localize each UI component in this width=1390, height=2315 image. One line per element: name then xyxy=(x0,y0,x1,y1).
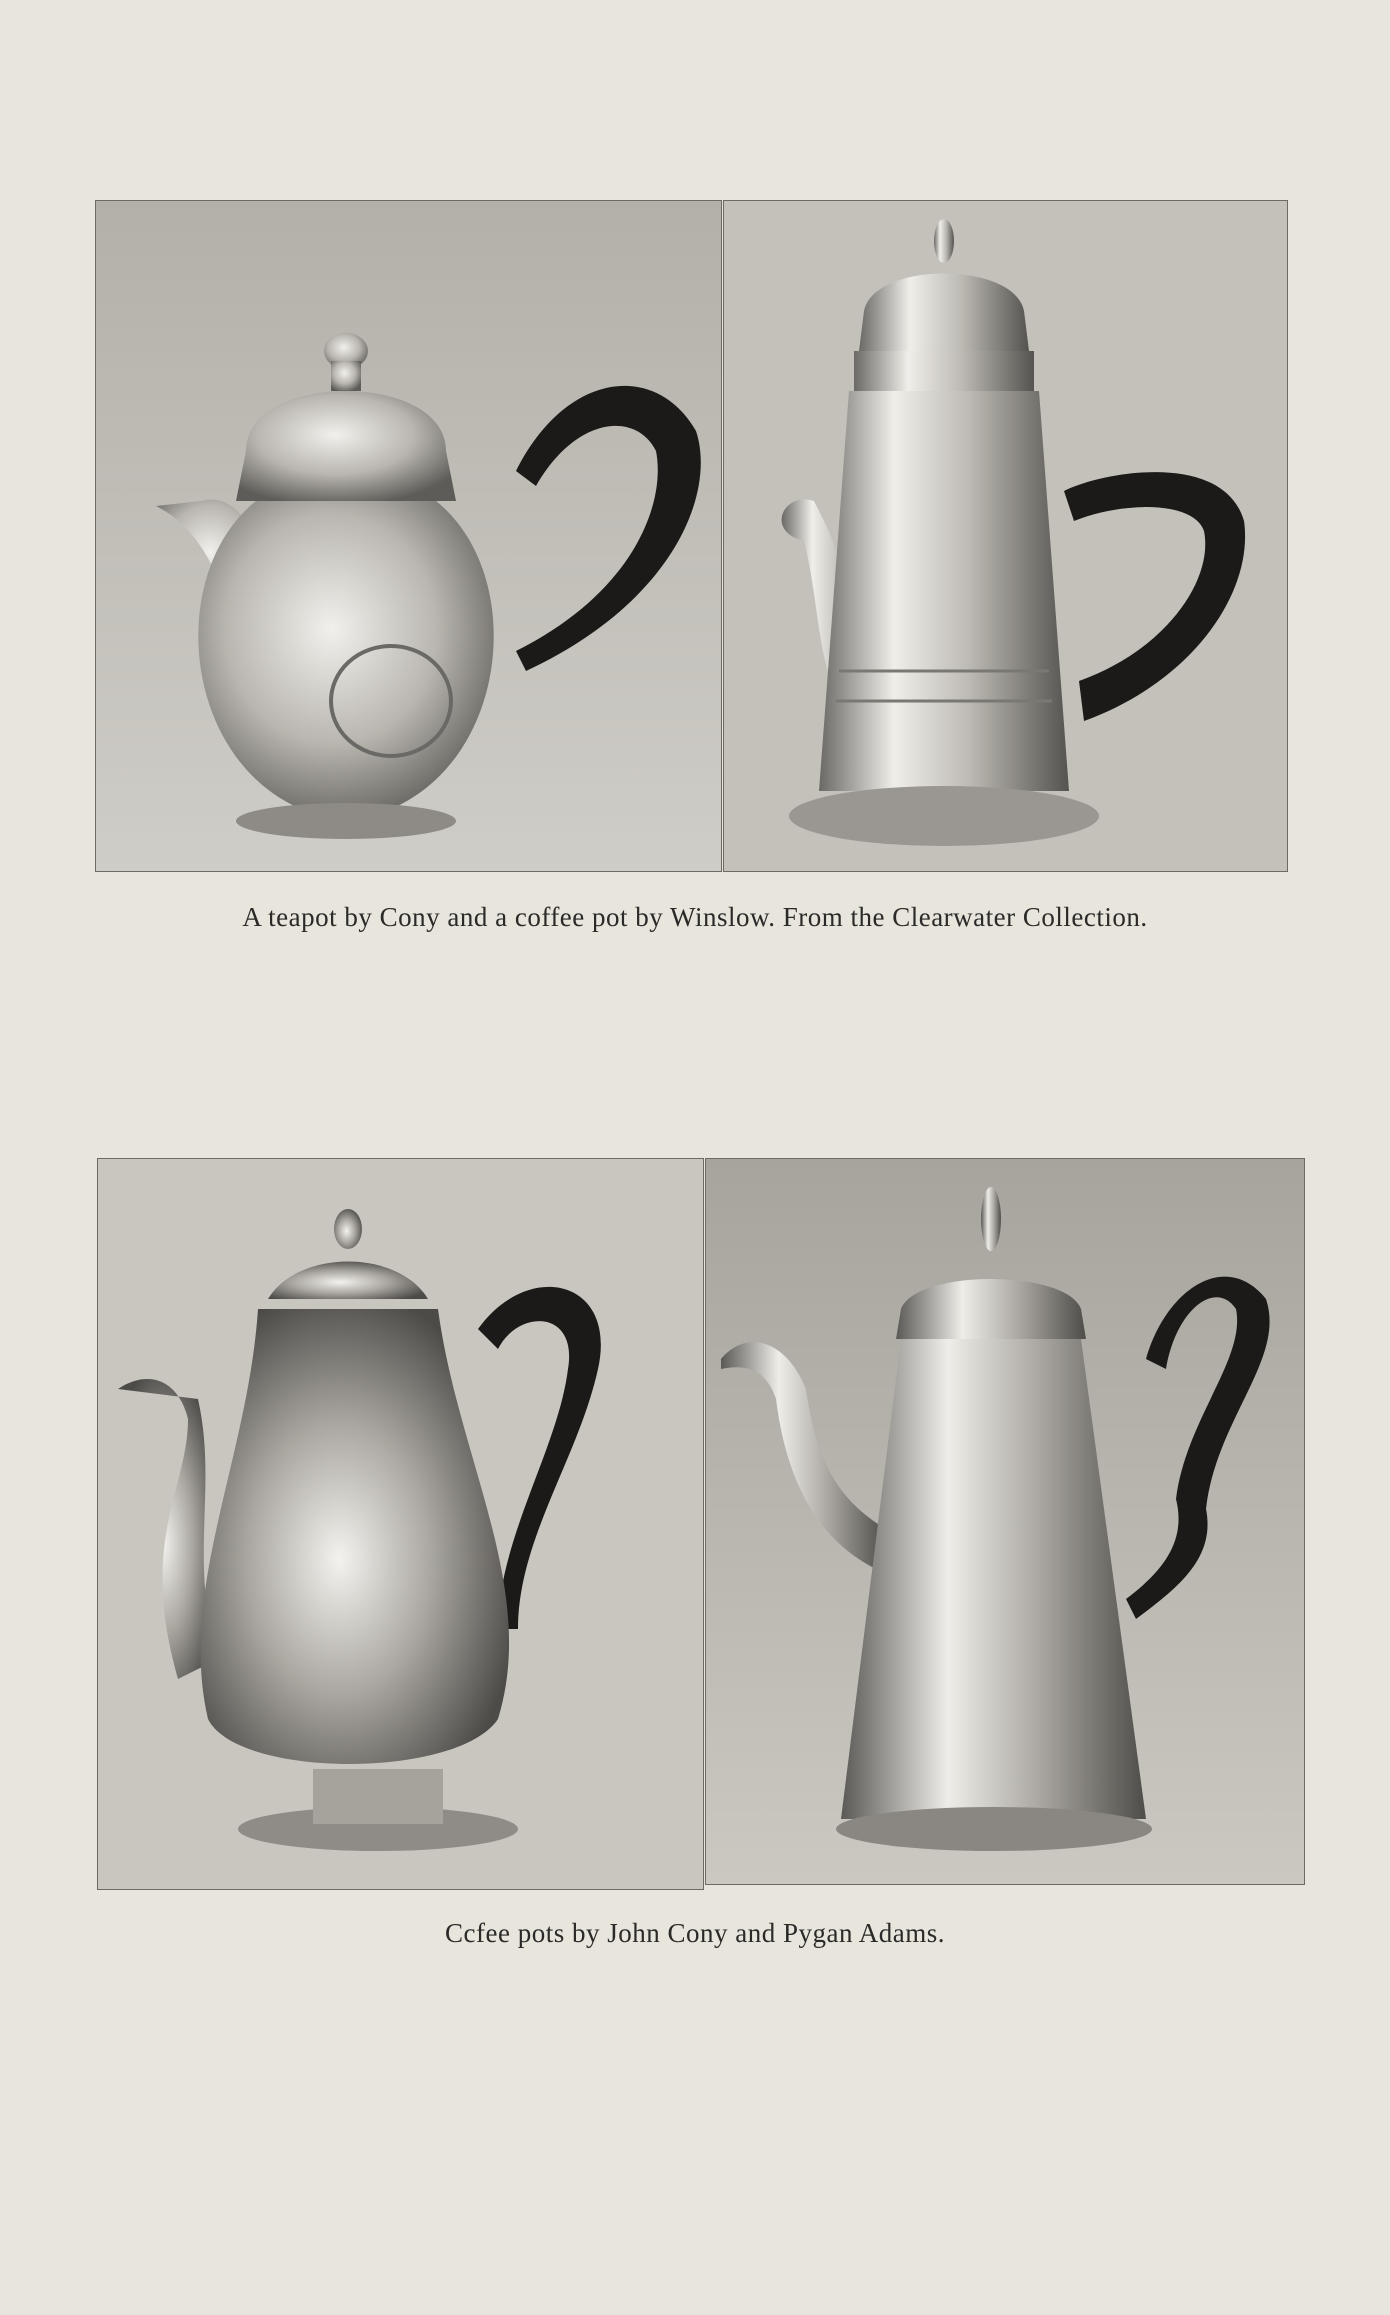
coffee-pot-pygan-adams-illustration xyxy=(706,1159,1304,1884)
top-caption: A teapot by Cony and a coffee pot by Winslow. From the Clearwater Collection. xyxy=(242,902,1148,932)
photo-coffee-pot-pygan-adams xyxy=(705,1158,1305,1885)
photo-coffee-pot-john-cony xyxy=(97,1158,704,1890)
photo-coffee-pot-winslow xyxy=(723,200,1288,872)
bottom-caption: Ccfee pots by John Cony and Pygan Adams. xyxy=(445,1918,945,1948)
coffee-pot-winslow-illustration xyxy=(724,201,1287,871)
photo-teapot-cony xyxy=(95,200,722,872)
coffee-pot-john-cony-illustration xyxy=(98,1159,703,1889)
teapot-illustration xyxy=(96,201,721,871)
